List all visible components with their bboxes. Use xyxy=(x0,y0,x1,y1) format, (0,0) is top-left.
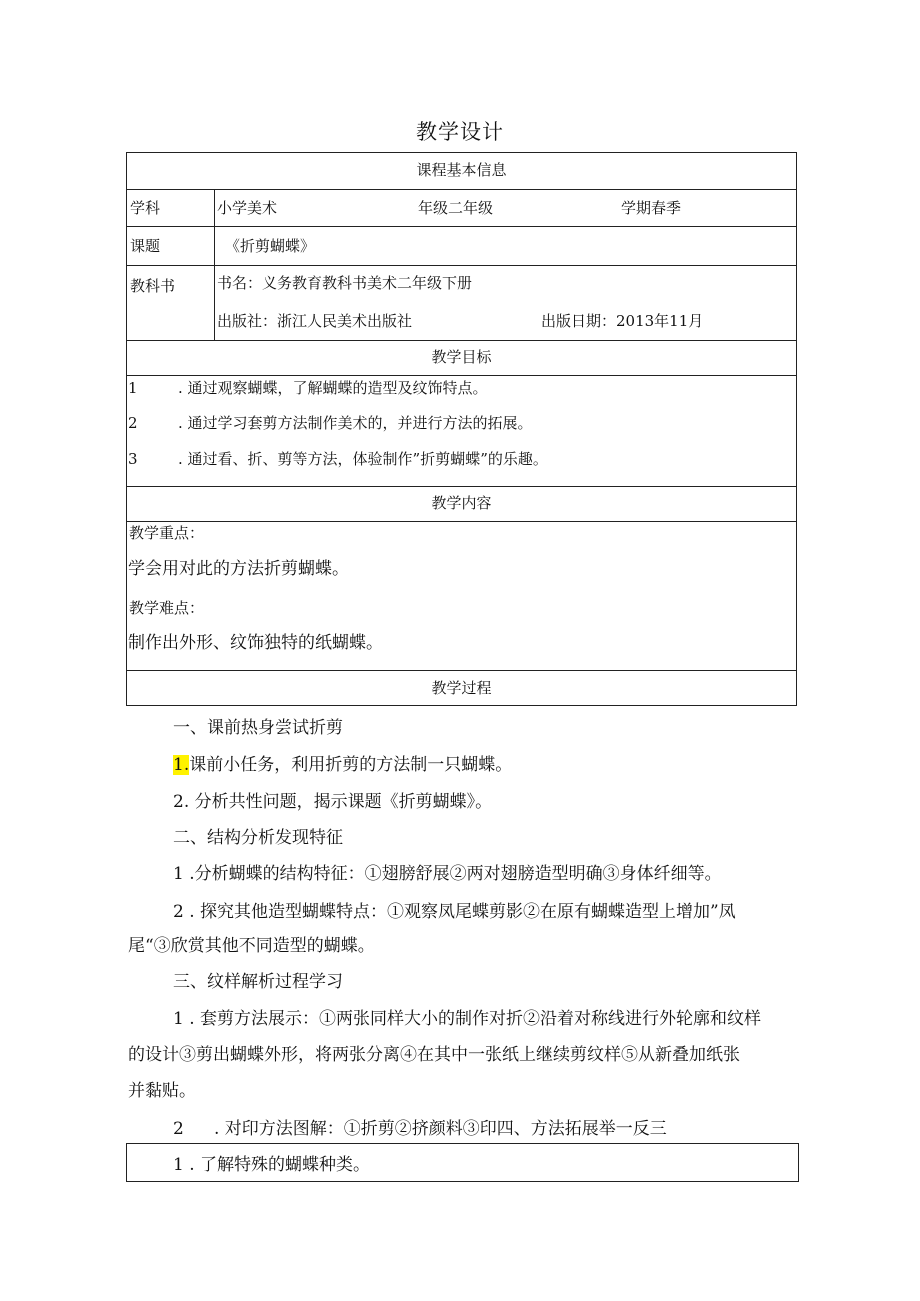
section-basic-info: 课程基本信息 xyxy=(416,161,507,179)
key-point-label: 教学重点： xyxy=(129,524,205,542)
process-line: 2 . 探究其他造型蝴蝶特点：①观察凤尾蝶剪影②在原有蝴蝶造型上增加”凤 xyxy=(173,902,736,922)
page-title: 教学设计 xyxy=(416,120,504,144)
row-divider xyxy=(126,226,797,227)
row-divider xyxy=(126,265,797,266)
goal-number: 1 xyxy=(128,379,138,397)
publisher: 出版社：浙江人民美术出版社 xyxy=(217,312,413,330)
goal-number: 2 xyxy=(128,414,138,432)
row-divider xyxy=(126,521,797,522)
difficulty-text: 制作出外形、纹饰独特的纸蝴蝶。 xyxy=(128,633,383,653)
process-line xyxy=(173,757,512,774)
process-heading-1: 一、课前热身尝试折剪 xyxy=(173,718,343,738)
process-line: 尾“③欣赏其他不同造型的蝴蝶。 xyxy=(128,936,375,956)
process-line: 1 . 套剪方法展示：①两张同样大小的制作对折②沿着对称线进行外轮廓和纹样 xyxy=(173,1009,762,1029)
process-line: 并黏贴。 xyxy=(128,1081,196,1101)
process-line: 1 .分析蝴蝶的结构特征：①翅膀舒展②两对翅膀造型明确③身体纤细等。 xyxy=(173,864,722,884)
publish-date: 出版日期：2013年11月 xyxy=(541,312,704,330)
topic-value: 《折剪蝴蝶》 xyxy=(225,237,316,255)
process-line: 2. 分析共性问题，揭示课题《折剪蝴蝶》。 xyxy=(173,792,493,812)
subject-value: 小学美术 xyxy=(217,199,278,217)
process-line-number: 2 xyxy=(173,1119,184,1139)
row-divider xyxy=(126,189,797,190)
process-line-text: 课前小任务，利用折剪的方法制一只蝴蝶。 xyxy=(189,755,513,775)
topic-label: 课题 xyxy=(130,237,161,255)
section-goals: 教学目标 xyxy=(431,348,492,366)
goal-text: . 通过学习套剪方法制作美术的，并进行方法的拓展。 xyxy=(178,414,533,432)
process-heading-2: 二、结构分析发现特征 xyxy=(173,828,343,848)
row-divider xyxy=(126,486,797,487)
subject-label: 学科 xyxy=(130,199,161,217)
process-line: 1 . 了解特殊的蝴蝶种类。 xyxy=(173,1155,371,1175)
row-divider xyxy=(126,375,797,376)
section-content: 教学内容 xyxy=(431,494,492,512)
highlight-mark: 1. xyxy=(173,755,190,775)
process-heading-3: 三、纹样解析过程学习 xyxy=(173,972,343,992)
process-line: 的设计③剪出蝴蝶外形，将两张分离④在其中一张纸上继续剪纹样⑤从新叠加纸张 xyxy=(128,1045,740,1065)
book-name: 书名：义务教育教科书美术二年级下册 xyxy=(217,274,473,292)
term-value: 学期春季 xyxy=(621,199,682,217)
textbook-label: 教科书 xyxy=(130,277,176,295)
column-divider xyxy=(214,189,215,340)
process-line: . 对印方法图解：①折剪②挤颜料③印四、方法拓展举一反三 xyxy=(214,1119,667,1139)
goal-text: . 通过看、折、剪等方法，体验制作”折剪蝴蝶”的乐趣。 xyxy=(178,450,548,468)
grade-value: 年级二年级 xyxy=(418,199,494,217)
key-point-text: 学会用对此的方法折剪蝴蝶。 xyxy=(128,559,349,579)
row-divider xyxy=(126,340,797,341)
difficulty-label: 教学难点： xyxy=(129,599,205,617)
goal-number: 3 xyxy=(128,450,138,468)
section-process: 教学过程 xyxy=(431,679,492,697)
goal-text: . 通过观察蝴蝶，了解蝴蝶的造型及纹饰特点。 xyxy=(178,379,488,397)
row-divider xyxy=(126,670,797,671)
